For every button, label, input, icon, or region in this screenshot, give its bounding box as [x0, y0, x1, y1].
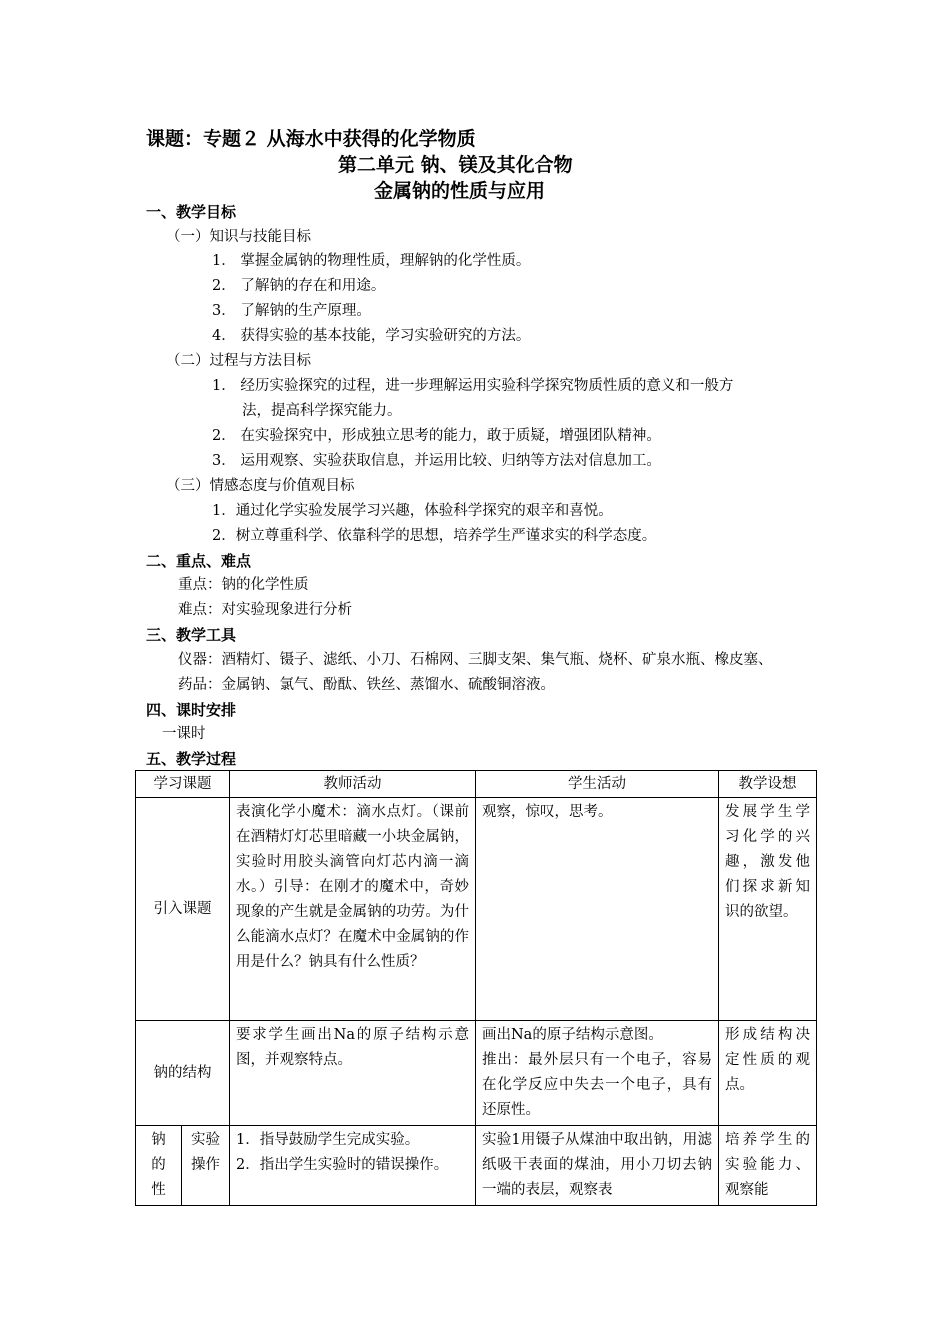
student-activity-cell: 观察，惊叹，思考。: [476, 798, 719, 1021]
teacher-activity-cell: [230, 1126, 476, 1206]
table-row: [136, 798, 817, 1021]
subtopic-cell: [182, 1126, 230, 1206]
topic-vertical-text: 钠的性: [151, 1132, 166, 1198]
difficulty-point: 难点：对实验现象进行分析: [178, 602, 352, 618]
table-row: [136, 1126, 817, 1206]
list-item: 1． 经历实验探究的过程，进一步理解运用实验科学探究物质性质的意义和一般方: [212, 378, 734, 394]
list-item: 1．通过化学实验发展学习兴趣，体验科学探究的艰辛和喜悦。: [212, 503, 613, 519]
subsection-heading-knowledge: （一）知识与技能目标: [166, 229, 311, 245]
subsection-heading-process: （二）过程与方法目标: [166, 353, 311, 369]
student-activity-cell: [476, 1021, 719, 1126]
design-cell: 培养学生的实验能力、观察能: [719, 1126, 817, 1206]
list-item: 2． 了解钠的存在和用途。: [212, 278, 386, 294]
topic-cell: 引入课题: [136, 798, 230, 1021]
list-item: 2．树立尊重科学、依靠科学的思想，培养学生严谨求实的科学态度。: [212, 528, 657, 544]
list-item: 1． 掌握金属钠的物理性质，理解钠的化学性质。: [212, 253, 531, 269]
section-heading-key-points: 二、重点、难点: [146, 552, 252, 570]
student-activity-line: 推出：最外层只有一个电子，容易在化学反应中失去一个电子，具有还原性。: [482, 1052, 712, 1118]
list-item: 3． 运用观察、实验获取信息，并运用比较、归纳等方法对信息加工。: [212, 453, 661, 469]
table-header-cell: 学生活动: [476, 771, 719, 798]
schedule-text: 一课时: [162, 726, 206, 742]
design-cell: 形成结构决定性质的观点。: [719, 1021, 817, 1126]
teacher-activity-cell: 表演化学小魔术：滴水点灯。（课前在酒精灯灯芯里暗藏一小块金属钠，实验时用胶头滴管向灯芯内滴一滴水。）引导：在刚才的魔术中，奇妙现象的产生就是金属钠的功劳。为什么能滴水点灯？在魔术中金属钠的作用是什么？钠具有什么性质？: [230, 798, 476, 1021]
topic-title: 金属钠的性质与应用: [374, 180, 546, 202]
teacher-activity-line: 1．指导鼓励学生完成实验。: [236, 1132, 420, 1148]
subtopic-vertical-text: 实验操作: [191, 1132, 220, 1173]
student-activity-cell: 实验1用镊子从煤油中取出钠，用滤纸吸干表面的煤油，用小刀切去钠一端的表层，观察表: [476, 1126, 719, 1206]
topic-cell: [136, 1126, 182, 1206]
table-header-cell: 教师活动: [230, 771, 476, 798]
subsection-heading-attitude: （三）情感态度与价值观目标: [166, 478, 355, 494]
list-item: 2． 在实验探究中，形成独立思考的能力，敢于质疑，增强团队精神。: [212, 428, 661, 444]
lesson-title: 课题：专题２ 从海水中获得的化学物质: [146, 128, 476, 150]
reagents-list: 药品：金属钠、氯气、酚酞、铁丝、蒸馏水、硫酸铜溶液。: [178, 677, 555, 693]
section-heading-process: 五、教学过程: [146, 750, 237, 768]
table-header-row: [136, 771, 817, 798]
list-item-continuation: 法，提高科学探究能力。: [242, 403, 402, 419]
table-row: [136, 1021, 817, 1126]
list-item: 4． 获得实验的基本技能，学习实验研究的方法。: [212, 328, 531, 344]
unit-title: 第二单元 钠、镁及其化合物: [338, 154, 573, 176]
table-header-cell: 学习课题: [136, 771, 230, 798]
teacher-activity-line: 2．指出学生实验时的错误操作。: [236, 1157, 449, 1173]
instruments-list: 仪器：酒精灯、镊子、滤纸、小刀、石棉网、三脚支架、集气瓶、烧杯、矿泉水瓶、橡皮塞、: [178, 652, 773, 668]
key-point: 重点：钠的化学性质: [178, 577, 309, 593]
table-header-cell: 教学设想: [719, 771, 817, 798]
list-item: 3． 了解钠的生产原理。: [212, 303, 371, 319]
design-cell: 发展学生学习化学的兴趣，激发他们探求新知识的欲望。: [719, 798, 817, 1021]
section-heading-objectives: 一、教学目标: [146, 203, 237, 221]
section-heading-tools: 三、教学工具: [146, 626, 237, 644]
student-activity-line: 画出Na的原子结构示意图。: [482, 1027, 663, 1043]
teaching-process-table: [135, 770, 817, 1206]
section-heading-schedule: 四、课时安排: [146, 701, 237, 719]
topic-cell: 钠的结构: [136, 1021, 230, 1126]
teacher-activity-cell: 要求学生画出Na的原子结构示意图，并观察特点。: [230, 1021, 476, 1126]
